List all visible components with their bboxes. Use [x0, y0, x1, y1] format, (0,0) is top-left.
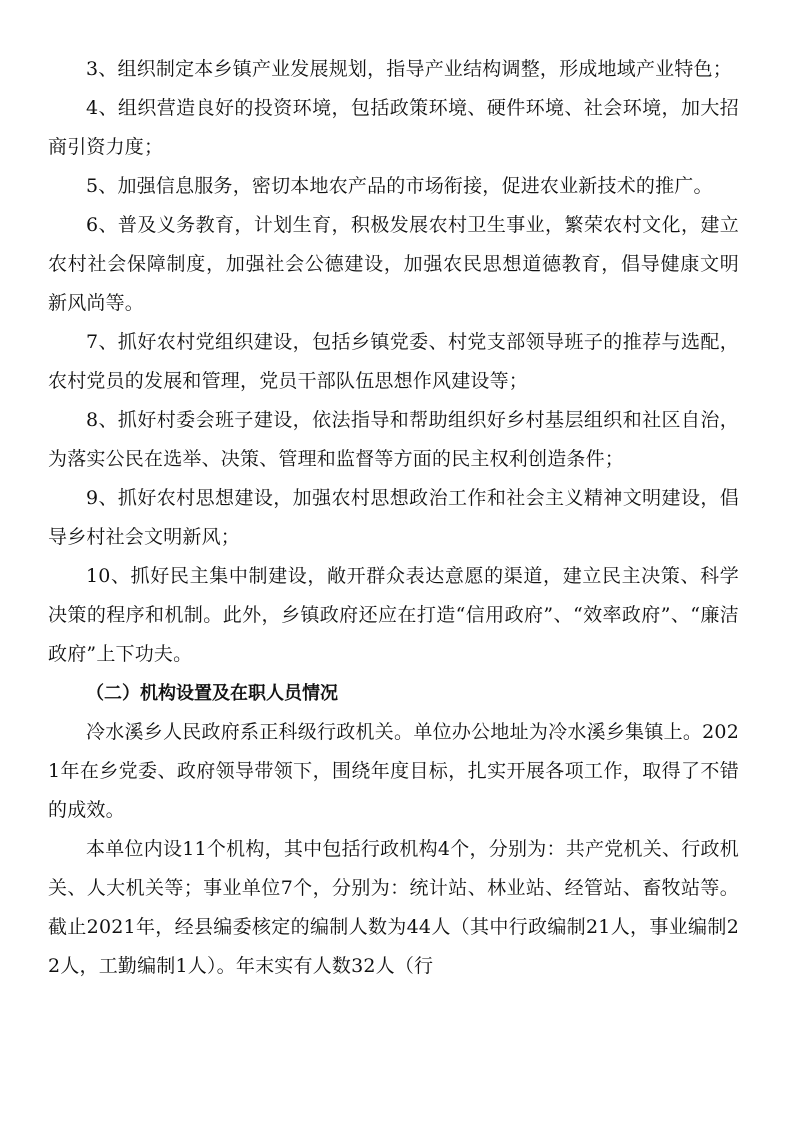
paragraph-item-9: 9、抓好农村思想建设，加强农村思想政治工作和社会主义精神文明建设，倡导乡村社会文明新风； [48, 487, 739, 548]
paragraph-item-5: 5、加强信息服务，密切本地农产品的市场衔接，促进农业新技术的推广。 [86, 175, 713, 197]
paragraph-institution-staff: 本单位内设11个机构，其中包括行政机构4个，分别为：共产党机关、行政机关、人大机关等；事业单位7个，分别为：统计站、林业站、经管站、畜牧站等。截止2021年，经县编委核定的编制人数为44人（其中行政编制21人，事业编制22人，工勤编制1人）。年末实有人数32人（行 [48, 838, 739, 977]
paragraph-item-7: 7、抓好农村党组织建设，包括乡镇党委、村党支部领导班子的推荐与选配，农村党员的发展和管理，党员干部队伍思想作风建设等； [48, 331, 739, 392]
paragraph-item-6: 6、普及义务教育，计划生育，积极发展农村卫生事业，繁荣农村文化，建立农村社会保障制度，加强社会公德建设，加强农民思想道德教育，倡导健康文明新风尚等。 [48, 214, 739, 314]
document-body [48, 50, 739, 986]
paragraph-item-4: 4、组织营造良好的投资环境，包括政策环境、硬件环境、社会环境，加大招商引资力度； [48, 97, 739, 158]
section-heading: （二）机构设置及在职人员情况 [86, 683, 338, 704]
paragraph-institution-intro: 冷水溪乡人民政府系正科级行政机关。单位办公地址为冷水溪乡集镇上。2021年在乡党委、政府领导带领下，围绕年度目标，扎实开展各项工作，取得了不错的成效。 [48, 721, 739, 821]
paragraph-item-10: 10、抓好民主集中制建设，敞开群众表达意愿的渠道，建立民主决策、科学决策的程序和机制。此外，乡镇政府还应在打造“信用政府”、“效率政府”、“廉洁政府”上下功夫。 [48, 565, 739, 665]
paragraph-item-3: 3、组织制定本乡镇产业发展规划，指导产业结构调整，形成地域产业特色； [86, 58, 732, 80]
paragraph-item-8: 8、抓好村委会班子建设，依法指导和帮助组织好乡村基层组织和社区自治，为落实公民在选举、决策、管理和监督等方面的民主权利创造条件； [48, 409, 739, 470]
